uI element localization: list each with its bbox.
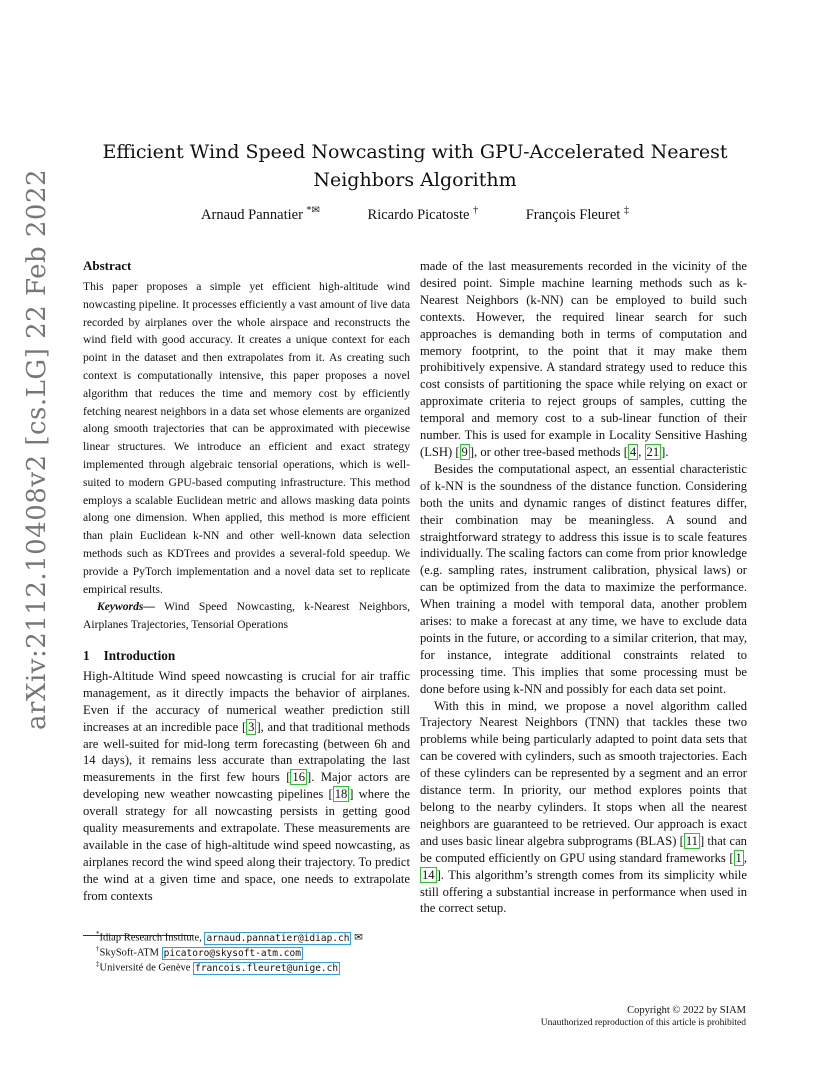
citation-link[interactable]: 11 [685,833,698,848]
section-heading-introduction: 1 Introduction [83,647,176,663]
arxiv-stamp: arXiv:2112.10408v2 [cs.LG] 22 Feb 2022 [22,168,52,730]
author-3: François Fleuret ‡ [525,205,629,223]
email-link[interactable]: picatoro@skysoft-atm.com [163,947,301,959]
keywords-text: Wind Speed Nowcasting, k-Nearest Neighbors, Airplanes Trajectories, Tensorial Operations [83,600,410,632]
intro-paragraph-2: Besides the computational aspect, an essential characteristic of k-NN is the soundness of the distance function. Considering both the units and dynamic ranges of distinct features differ, their combination may be meaningless. A sound and straightforward strategy to address this issue is to scale features individually. The scaling factors can come from prior knowledge (e.g. sampling rates, instrument calibration, physical laws) or can be optimized from the data to maximize the performance. When training a model with temporal data, another problem arises: to make a forecast at any time, we have to exclude data points in the future, or according to a similar criterion, that may, for instance, integrate additional constraints related to processing time. This implies that some processing must be done before using k-NN and possibly for each data set point. [420,461,747,696]
abstract-text: This paper proposes a simple yet efficient high-altitude wind nowcasting pipeline. It processes efficiently a vast amount of live data recorded by airplanes over the whole airspace and reconstructs the wind field with good accuracy. It creates a unique context for each point in the dataset and then extrapolates from it. As creating such context is computationally intensive, this paper proposes a novel algorithm that reduces the time and memory cost by efficiently fetching nearest neighbors in a data set whose elements are organized along smooth trajectories that can be approximated with piecewise linear structures. We introduce an efficient and exact strategy implemented through algebraic tensorial operations, which is well-suited to modern GPU-based computing infrastructure. This method employs a scalable Euclidean metric and allows masking data points along one dimension. When applied, this method is more efficient than plain Euclidean k-NN and other well-known data selection methods such as KDTrees and provides a several-fold speedup. We provide a PyTorch implementation and a novel data set to replicate empirical results. [83,280,410,596]
intro-paragraph-1: High-Altitude Wind speed nowcasting is crucial for air traffic management, as it directly impacts the behavior of airplanes. Even if the accuracy of numerical weather prediction still increases at an incredible pace [ 3 ], and that traditional methods are well-suited for mid-long term forecasting (between 6h and 14 days), it remains less accurate than extrapolating the last measurements in the first few hours [ 16 ]. Major actors are developing new weather nowcasting pipelines [ 18 ] where the overall strategy for all nowcasting persists in getting good quality measurements and extrapolate. These measurements are available in the case of high-altitude wind speed nowcasting, as airplanes record the wind speed along their trajectory. To predict the wind at a given time and space, one needs to extrapolate from contexts [83,668,410,903]
keywords-label: Keywords— [97,600,155,614]
author-1: Arnaud Pannatier *✉ [201,205,320,223]
citation-link[interactable]: 18 [334,787,348,802]
right-column [420,258,747,917]
author-2: Ricardo Picatoste † [367,205,479,223]
author-list [60,205,770,224]
citation-link[interactable]: 21 [646,444,660,459]
abstract-heading: Abstract [83,258,132,273]
intro-paragraph-3: With this in mind, we propose a novel algorithm called Trajectory Nearest Neighbors (TNN) that tackles these two problems while being particularly adapted to point data sets that can be covered with cylinders, such as smooth trajectories. Each of these cylinders can be represented by a segment and an error distance term. In priority, our method explores points that belong to the nearby cylinders. It stops when all the nearest neighbors are guaranteed to be retrieved. Our approach is exact and uses basic linear algebra subprograms (BLAS) [ 11 ] that can be computed efficiently on GPU using standard frameworks [ 1 , 14 ]. This algorithm’s strength comes from its simplicity while still offering a substantial increase in performance when used in the correct setup. [420,698,747,916]
citation-link[interactable]: 14 [422,867,435,882]
citation-link[interactable]: 9 [461,444,468,459]
intro-paragraph-1-cont: made of the last measurements recorded in the vicinity of the desired point. Simple machine learning methods such as k-Nearest Neighbors (k-NN) can be employed to build such contexts. However, the required linear search for such approaches is demanding both in terms of computation and memory footprint, to the point that it may make them prohibitively expensive. A standard strategy used to reduce this cost consists of partitioning the space while relying on exact or approximate criteria to reject groups of samples, cutting the temporal and memory cost to a sub-linear function of their number. This is used for example in Locality Sensitive Hashing (LSH) [ 9 ], or other tree-based methods [ 4 , 21 ]. [420,259,747,459]
citation-link[interactable]: 4 [629,444,637,459]
paper-title: Efficient Wind Speed Nowcasting with GPU-Accelerated Nearest Neighbors Algorithm [102,141,728,191]
keywords [83,598,410,634]
left-column [83,258,410,905]
footnote-2: †SkySoft-ATM picatoro@skysoft-atm.com [96,945,301,959]
email-link[interactable]: francois.fleuret@unige.ch [195,962,339,974]
footnote-1: *Idiap Research Institute, arnaud.pannatier@idiap.ch ✉ [96,930,363,944]
email-link[interactable]: arnaud.pannatier@idiap.ch [206,932,350,944]
citation-link[interactable]: 3 [248,719,255,734]
citation-link[interactable]: 1 [735,850,742,865]
footnote-3: ‡Université de Genève francois.fleuret@unige.ch [96,960,339,974]
copyright-notice: Copyright © 2022 by SIAM Unauthorized reproduction of this article is prohibited [540,1005,746,1028]
citation-link[interactable]: 16 [292,770,305,785]
